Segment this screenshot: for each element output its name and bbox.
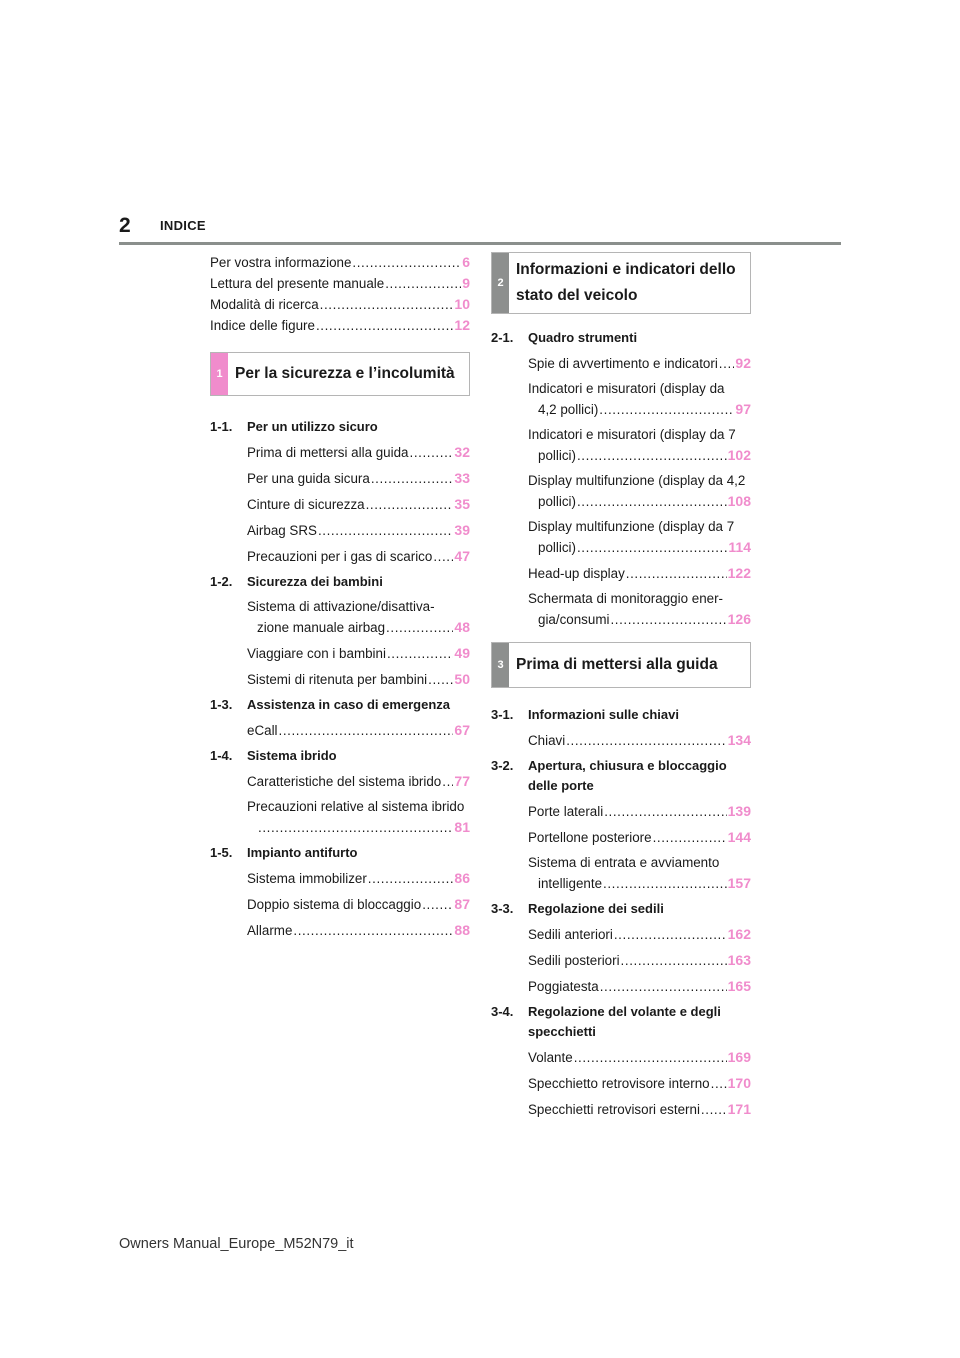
page-link: 144 [727, 829, 751, 845]
toc-entry[interactable]: Per una guida sicura ..... 33 [210, 468, 470, 489]
toc-entry[interactable]: Sistema di entrata e avviamento intelligente ..... 157 [491, 853, 751, 894]
page-header [119, 214, 841, 246]
page-link: 77 [454, 773, 470, 789]
page-link: 114 [728, 539, 751, 555]
toc-entry[interactable]: Caratteristiche del sistema ibrido ..... 77 [210, 771, 470, 792]
toc-entry[interactable]: Specchietto retrovisore interno ..... 170 [491, 1073, 751, 1094]
toc-entry[interactable]: Specchietti retrovisori esterni ..... 171 [491, 1099, 751, 1120]
page-link: 39 [454, 522, 470, 538]
page-link: 92 [735, 355, 751, 371]
chapter-2-header[interactable] [491, 252, 751, 314]
toc-entry[interactable]: Indice delle figure ..... 12 [210, 315, 470, 336]
toc-entry[interactable]: Sedili anteriori ..... 162 [491, 924, 751, 945]
toc-entry[interactable]: Portellone posteriore ..... 144 [491, 827, 751, 848]
toc-entry[interactable]: Sistemi di ritenuta per bambini ..... 50 [210, 669, 470, 690]
header-divider [119, 242, 841, 245]
page-link: 48 [454, 619, 470, 635]
toc-entry[interactable]: Sedili posteriori ..... 163 [491, 950, 751, 971]
toc-entry[interactable]: Sistema immobilizer ..... 86 [210, 868, 470, 889]
section-heading: 1-4. Sistema ibrido [210, 748, 337, 763]
page-link: 88 [454, 922, 470, 938]
toc-entry[interactable]: Head-up display ..... 122 [491, 563, 751, 584]
toc-entry[interactable]: Schermata di monitoraggio ener- gia/consumi ..... 126 [491, 589, 751, 630]
page-link: 157 [727, 875, 751, 891]
page-link: 47 [454, 548, 470, 564]
page-link: 171 [727, 1101, 751, 1117]
toc-entry[interactable]: Viaggiare con i bambini ..... 49 [210, 643, 470, 664]
toc-left-column [210, 252, 470, 946]
chapter-title: Prima di mettersi alla guida [516, 656, 718, 673]
toc-entry[interactable]: Display multifunzione (display da 4,2 pollici) ..... 108 [491, 471, 751, 512]
page-link: 67 [454, 722, 470, 738]
toc-entry[interactable]: Spie di avvertimento e indicatori ..... 92 [491, 353, 751, 374]
page-link: 102 [727, 447, 751, 463]
page-number: 2 [119, 214, 131, 237]
page-link: 162 [727, 926, 751, 942]
page-link: 81 [454, 819, 470, 835]
page-link: 165 [727, 978, 751, 994]
section-heading: 3-4. Regolazione del volante e degli specchietti [491, 1004, 721, 1039]
toc-entry[interactable]: Indicatori e misuratori (display da 4,2 pollici) ..... 97 [491, 379, 751, 420]
section-heading: 1-2. Sicurezza dei bambini [210, 574, 383, 589]
page-link: 33 [454, 470, 470, 486]
chapter-tab: 2 [492, 253, 509, 313]
page-link: 10 [454, 296, 470, 312]
section-heading: 3-3. Regolazione dei sedili [491, 901, 664, 916]
chapter-tab: 3 [492, 643, 509, 687]
chapter-title: Informazioni e indicatori dello stato del veicolo [516, 261, 736, 304]
toc-entry[interactable]: Airbag SRS ..... 39 [210, 520, 470, 541]
page-link: 32 [454, 444, 470, 460]
toc-entry[interactable]: Per vostra informazione ..... 6 [210, 252, 470, 273]
toc-entry[interactable]: Indicatori e misuratori (display da 7 pollici) ..... 102 [491, 425, 751, 466]
toc-entry[interactable]: Lettura del presente manuale ..... 9 [210, 273, 470, 294]
front-matter-list [210, 252, 470, 336]
page-link: 139 [727, 803, 751, 819]
page-footer: Owners Manual_Europe_M52N79_it [119, 1236, 354, 1252]
toc-entry[interactable]: Poggiatesta ..... 165 [491, 976, 751, 997]
page-link: 122 [727, 565, 751, 581]
section-heading: 3-2. Apertura, chiusura e bloccaggio delle porte [491, 758, 727, 793]
page-title: INDICE [160, 218, 206, 233]
chapter-title: Per la sicurezza e l’incolumità [235, 365, 455, 382]
page-link: 9 [462, 275, 470, 291]
toc-entry[interactable]: eCall ..... 67 [210, 720, 470, 741]
page-link: 12 [454, 317, 470, 333]
toc-entry[interactable]: Volante ..... 169 [491, 1047, 751, 1068]
section-heading: 1-1. Per un utilizzo sicuro [210, 419, 378, 434]
chapter-tab: 1 [211, 353, 228, 395]
page-link: 35 [454, 496, 470, 512]
toc-entry[interactable]: Doppio sistema di bloccaggio ..... 87 [210, 894, 470, 915]
toc-entry[interactable]: Prima di mettersi alla guida ..... 32 [210, 442, 470, 463]
toc-entry[interactable]: Precauzioni per i gas di scarico ..... 47 [210, 546, 470, 567]
page-link: 6 [462, 254, 470, 270]
page-link: 49 [454, 645, 470, 661]
toc-entry[interactable]: Modalità di ricerca ..... 10 [210, 294, 470, 315]
toc-entry[interactable]: Sistema di attivazione/disattiva- zione manuale airbag ..... 48 [210, 597, 470, 638]
toc-entry[interactable]: Chiavi ..... 134 [491, 730, 751, 751]
toc-entry[interactable]: Precauzioni relative al sistema ibrido ..... 81 [210, 797, 470, 838]
page-link: 169 [727, 1049, 751, 1065]
page-link: 87 [454, 896, 470, 912]
toc-right-column [491, 252, 751, 1125]
page-link: 97 [735, 401, 751, 417]
page-link: 126 [727, 611, 751, 627]
toc-entry[interactable]: Display multifunzione (display da 7 pollici) ..... 114 [491, 517, 751, 558]
section-heading: 3-1. Informazioni sulle chiavi [491, 707, 679, 722]
page-link: 86 [454, 870, 470, 886]
chapter-3-header[interactable] [491, 642, 751, 688]
toc-entry[interactable]: Cinture di sicurezza ..... 35 [210, 494, 470, 515]
section-heading: 1-5. Impianto antifurto [210, 845, 358, 860]
section-heading: 2-1. Quadro strumenti [491, 330, 638, 345]
page-link: 50 [454, 671, 470, 687]
page-link: 134 [727, 732, 751, 748]
section-heading: 1-3. Assistenza in caso di emergenza [210, 697, 451, 712]
toc-entry[interactable]: Allarme ..... 88 [210, 920, 470, 941]
chapter-1-header[interactable] [210, 352, 470, 396]
page-link: 170 [727, 1075, 751, 1091]
page-link: 108 [727, 493, 751, 509]
page-link: 163 [727, 952, 751, 968]
toc-entry[interactable]: Porte laterali ..... 139 [491, 801, 751, 822]
